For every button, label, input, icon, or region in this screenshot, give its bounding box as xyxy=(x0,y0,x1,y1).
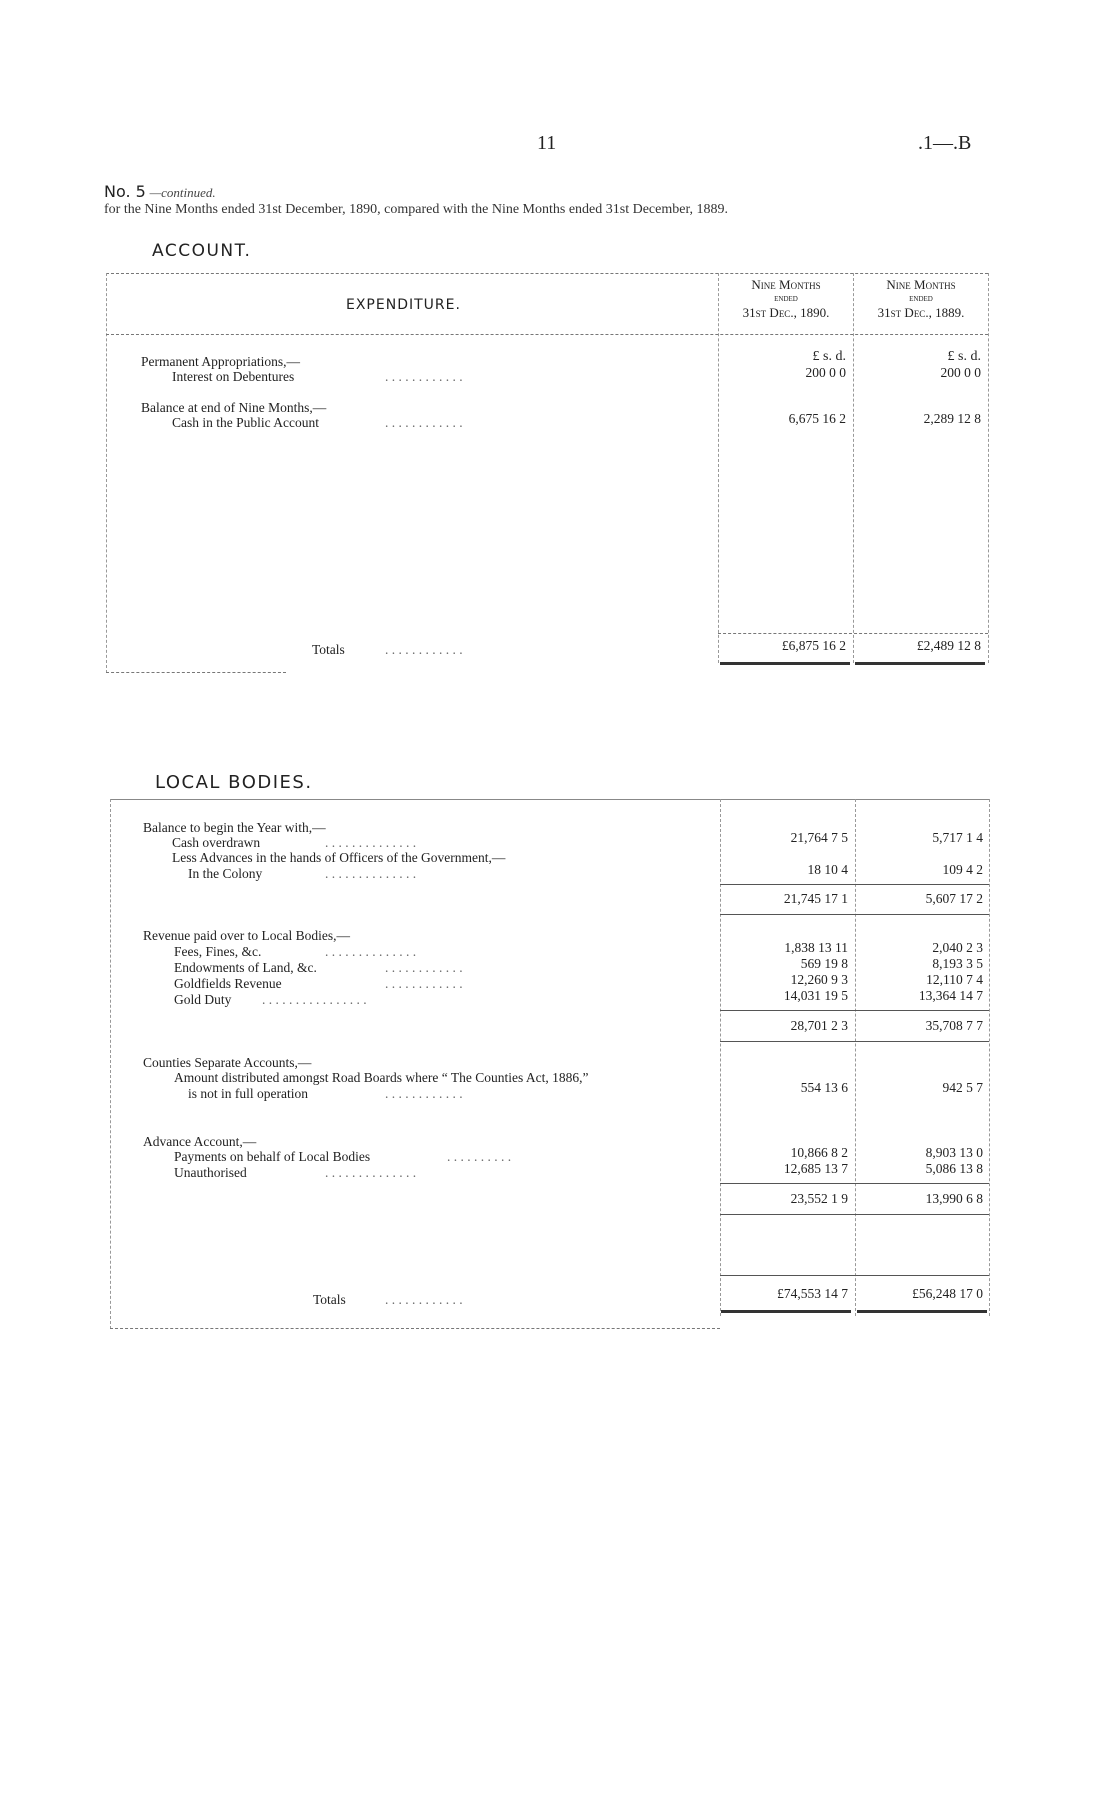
col-1890-header: Nine Months ended 31st Dec., 1890. xyxy=(742,277,830,320)
row-label: Gold Duty xyxy=(174,992,232,1007)
row-label: Unauthorised xyxy=(174,1165,247,1180)
subtotal-1890: 23,552 1 9 xyxy=(790,1191,848,1206)
value-1890: 6,675 16 2 xyxy=(788,411,846,426)
value-1889: 8,903 13 0 xyxy=(925,1145,983,1160)
value-1890: 12,685 13 7 xyxy=(783,1161,848,1176)
document-reference: .1—.B xyxy=(918,132,972,154)
leader-dots: . . . . . . . . . . . . xyxy=(385,960,463,975)
total-1889: £2,489 12 8 xyxy=(916,638,981,653)
subtotal-1889: 5,607 17 2 xyxy=(925,891,983,906)
total-1889: £56,248 17 0 xyxy=(912,1286,983,1301)
row-label: is not in full operation xyxy=(188,1086,308,1101)
value-1890: 12,260 9 3 xyxy=(790,972,848,987)
currency-header-1890: £ s. d. xyxy=(812,349,846,364)
value-1890: 18 10 4 xyxy=(807,862,848,877)
subtotal-1890: 28,701 2 3 xyxy=(790,1018,848,1033)
total-1890: £6,875 16 2 xyxy=(781,638,846,653)
row-label: Fees, Fines, &c. xyxy=(174,944,262,959)
total-1890: £74,553 14 7 xyxy=(777,1286,848,1301)
expenditure-header: EXPENDITURE. xyxy=(346,297,461,313)
row-label: Balance at end of Nine Months,— xyxy=(141,400,327,415)
value-1890: 569 19 8 xyxy=(800,956,848,971)
value-1889: 5,717 1 4 xyxy=(932,830,983,845)
row-label: Payments on behalf of Local Bodies xyxy=(174,1149,371,1164)
totals-label: Totals xyxy=(313,1292,346,1307)
leader-dots: . . . . . . . . . . . . . . . . xyxy=(262,992,367,1007)
row-label: Permanent Appropriations,— xyxy=(141,354,300,369)
leader-dots: . . . . . . . . . . xyxy=(447,1149,512,1164)
value-1890: 554 13 6 xyxy=(800,1080,848,1095)
section-title: Balance to begin the Year with,— xyxy=(143,820,326,835)
value-1889: 12,110 7 4 xyxy=(926,972,983,987)
value-1889: 109 4 2 xyxy=(942,862,983,877)
row-label: Goldfields Revenue xyxy=(174,976,282,991)
value-1889: 2,289 12 8 xyxy=(923,411,981,426)
statement-heading xyxy=(104,182,216,202)
continued-note: —continued. xyxy=(149,185,216,200)
col-1889-header: Nine Months ended 31st Dec., 1889. xyxy=(877,277,965,320)
leader-dots: . . . . . . . . . . . . xyxy=(385,976,463,991)
value-1890: 10,866 8 2 xyxy=(790,1145,848,1160)
totals-label: Totals xyxy=(312,642,345,657)
row-label: Amount distributed amongst Road Boards where “ The Counties Act, 1886,” xyxy=(174,1070,589,1085)
value-1889: 8,193 3 5 xyxy=(932,956,983,971)
statement-subtitle: for the Nine Months ended 31st December, 1890, compared with the Nine Months ended 31st December, 1889. xyxy=(104,202,729,217)
value-1890: 1,838 13 11 xyxy=(784,940,848,955)
value-1890: 21,764 7 5 xyxy=(790,830,848,845)
value-1889: 5,086 13 8 xyxy=(925,1161,983,1176)
value-1890: 14,031 19 5 xyxy=(783,988,848,1003)
currency-header-1889: £ s. d. xyxy=(947,349,981,364)
value-1889: 13,364 14 7 xyxy=(918,988,983,1003)
leader-dots: . . . . . . . . . . . . . . xyxy=(325,835,417,850)
subtotal-1890: 21,745 17 1 xyxy=(783,891,848,906)
value-1890: 200 0 0 xyxy=(805,365,846,380)
leader-dots: . . . . . . . . . . . . xyxy=(385,415,463,430)
row-label: Interest on Debentures xyxy=(172,369,295,384)
account-heading: ACCOUNT. xyxy=(152,241,252,261)
value-1889: 942 5 7 xyxy=(942,1080,983,1095)
value-1889: 200 0 0 xyxy=(940,365,981,380)
statement-number: No. 5 xyxy=(104,182,146,201)
row-label: Less Advances in the hands of Officers of the Government,— xyxy=(172,850,506,865)
section-title: Revenue paid over to Local Bodies,— xyxy=(143,928,350,943)
page-number: 11 xyxy=(537,132,557,154)
row-label: Cash in the Public Account xyxy=(172,415,319,430)
leader-dots: . . . . . . . . . . . . xyxy=(385,1292,463,1307)
leader-dots: . . . . . . . . . . . . xyxy=(385,369,463,384)
row-label: Cash overdrawn xyxy=(172,835,261,850)
leader-dots: . . . . . . . . . . . . . . xyxy=(325,866,417,881)
value-1889: 2,040 2 3 xyxy=(932,940,983,955)
leader-dots: . . . . . . . . . . . . . . xyxy=(325,1165,417,1180)
section-title: Counties Separate Accounts,— xyxy=(143,1055,312,1070)
subtotal-1889: 13,990 6 8 xyxy=(925,1191,983,1206)
row-label: Endowments of Land, &c. xyxy=(174,960,317,975)
leader-dots: . . . . . . . . . . . . . . xyxy=(325,944,417,959)
leader-dots: . . . . . . . . . . . . xyxy=(385,1086,463,1101)
section-title: Advance Account,— xyxy=(143,1134,257,1149)
row-label: In the Colony xyxy=(188,866,263,881)
local-bodies-heading: LOCAL BODIES. xyxy=(155,772,313,793)
leader-dots: . . . . . . . . . . . . xyxy=(385,642,463,657)
subtotal-1889: 35,708 7 7 xyxy=(925,1018,983,1033)
